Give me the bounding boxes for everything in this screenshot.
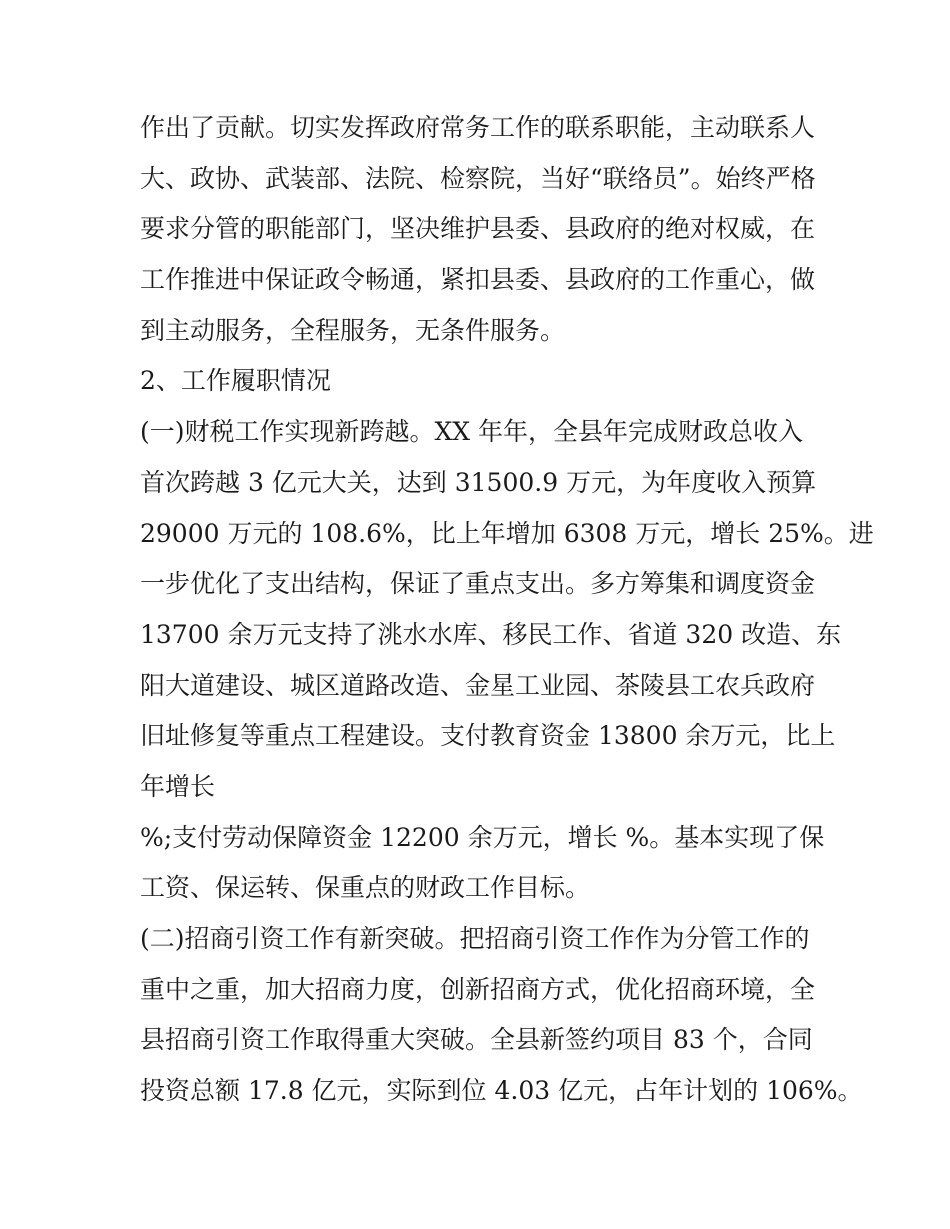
text-line: 旧址修复等重点工程建设。支付教育资金 13800 余万元，比上 xyxy=(140,721,836,751)
text-line: 首次跨越 3 亿元大关，达到 31500.9 万元，为年度收入预算 xyxy=(140,467,817,497)
text-line: 作出了贡献。切实发挥政府常务工作的联系职能，主动联系人 xyxy=(140,113,816,142)
text-line: %;支付劳动保障资金 12200 余万元，增长 %。基本实现了保 xyxy=(140,822,825,852)
text-line: (一)财税工作实现新跨越。XX 年年，全县年完成财政总收入 xyxy=(140,417,804,447)
text-line: (二)招商引资工作有新突破。把招商引资工作作为分管工作的 xyxy=(140,924,810,953)
text-line: 重中之重，加大招商力度，创新招商方式，优化招商环境，全 xyxy=(140,974,816,1004)
text-line: 大、政协、武装部、法院、检察院，当好“联络员”。始终严格 xyxy=(140,163,816,193)
text-line: 29000 万元的 108.6%，比上年增加 6308 万元，增长 25%。进 xyxy=(140,518,874,548)
text-line: 阳大道建设、城区道路改造、金星工业园、茶陵县工农兵政府 xyxy=(140,670,816,700)
text-line: 到主动服务，全程服务，无条件服务。 xyxy=(140,315,566,345)
body-text xyxy=(140,103,874,1117)
text-line: 要求分管的职能部门，坚决维护县委、县政府的绝对权威，在 xyxy=(140,214,816,244)
text-line: 年增长 xyxy=(140,771,216,801)
text-line: 一步优化了支出结构，保证了重点支出。多方筹集和调度资金 xyxy=(140,569,816,599)
text-line: 工资、保运转、保重点的财政工作目标。 xyxy=(140,873,591,903)
text-line: 工作推进中保证政令畅通，紧扣县委、县政府的工作重心，做 xyxy=(140,265,816,295)
text-line: 13700 余万元支持了洮水水库、移民工作、省道 320 改造、东 xyxy=(140,619,842,649)
text-line: 县招商引资工作取得重大突破。全县新签约项目 83 个，合同 xyxy=(140,1025,813,1055)
section-heading: 2、工作履职情况 xyxy=(140,366,331,396)
text-line: 投资总额 17.8 亿元，实际到位 4.03 亿元，占年计划的 106%。 xyxy=(140,1076,863,1106)
